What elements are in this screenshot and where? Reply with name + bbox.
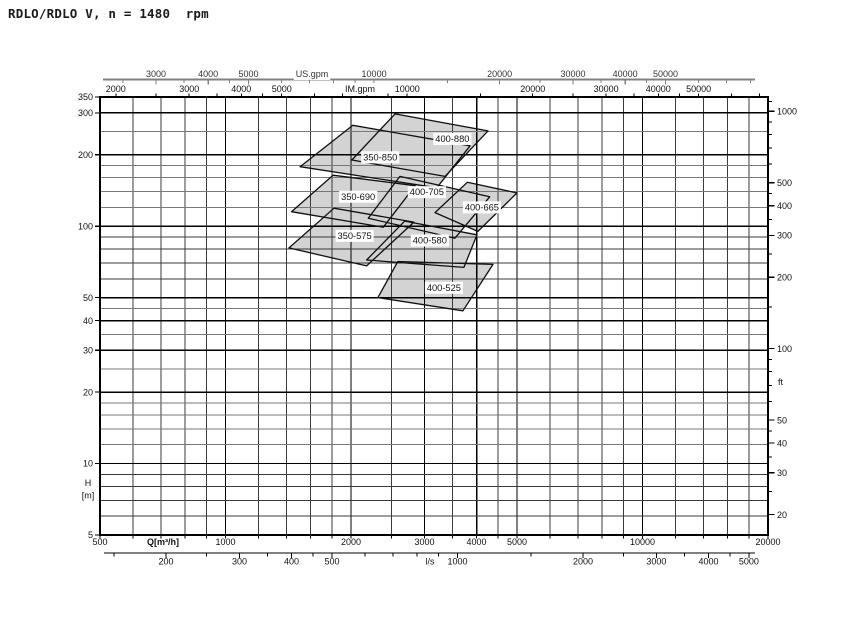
h-label-30: 30 <box>82 345 93 356</box>
q-label-20000: 20000 <box>755 537 781 547</box>
ls-label-500: 500 <box>324 556 340 567</box>
ls-label-1000: 1000 <box>447 556 468 567</box>
ft-label-200: 200 <box>777 272 793 283</box>
ft-label-1000: 1000 <box>777 106 798 117</box>
h-axis-unit-H: H <box>84 478 92 488</box>
ft-label-300: 300 <box>777 230 793 241</box>
range-label-400-580: 400-580 <box>412 235 447 246</box>
h-axis-unit-m: [m] <box>81 490 95 501</box>
imgpm-label-4000: 4000 <box>231 84 252 94</box>
range-label-400-665: 400-665 <box>464 202 499 213</box>
h-label-5: 5 <box>87 530 93 541</box>
h-label-10: 10 <box>82 458 93 469</box>
chart-title: RDLO/RDLO V, n = 1480 rpm <box>8 6 209 21</box>
usgpm-label-5000: 5000 <box>238 69 259 79</box>
range-label-400-525: 400-525 <box>426 282 461 293</box>
range-label-400-880: 400-880 <box>435 133 470 144</box>
ls-label-300: 300 <box>231 556 247 567</box>
ls-label-4000: 4000 <box>698 556 719 567</box>
usgpm-label-3000: 3000 <box>146 69 167 79</box>
imgpm-label-30000: 30000 <box>593 84 619 94</box>
usgpm-label-20000: 20000 <box>487 69 513 79</box>
usgpm-label-50000: 50000 <box>652 69 679 79</box>
imgpm-axis-unit: IM.gpm <box>344 84 376 94</box>
ls-label-2000: 2000 <box>572 556 594 567</box>
q-axis-unit: Q[m³/h] <box>147 537 179 547</box>
imgpm-label-50000: 50000 <box>686 84 712 94</box>
range-label-400-705: 400-705 <box>409 187 444 198</box>
ft-label-40: 40 <box>777 438 788 449</box>
range-label-350-575: 350-575 <box>337 230 372 241</box>
range-label-350-690: 350-690 <box>341 191 376 202</box>
ls-label-400: 400 <box>284 556 300 567</box>
imgpm-label-2000: 2000 <box>105 84 126 94</box>
imgpm-label-10000: 10000 <box>394 84 420 94</box>
h-label-100: 100 <box>77 221 93 232</box>
q-label-500: 500 <box>92 537 108 547</box>
ls-label-200: 200 <box>158 556 174 567</box>
ls-axis-unit: l/s <box>425 556 435 567</box>
ls-label-5000: 5000 <box>738 556 759 567</box>
imgpm-label-20000: 20000 <box>520 84 546 94</box>
usgpm-label-40000: 40000 <box>612 69 638 79</box>
ft-label-100: 100 <box>777 343 793 354</box>
imgpm-label-40000: 40000 <box>645 84 671 94</box>
h-label-200: 200 <box>77 149 93 160</box>
q-label-3000: 3000 <box>414 537 435 547</box>
q-label-10000: 10000 <box>629 537 655 547</box>
q-label-4000: 4000 <box>466 537 487 547</box>
ls-label-3000: 3000 <box>646 556 667 567</box>
q-label-5000: 5000 <box>506 537 527 547</box>
ft-label-500: 500 <box>777 177 793 188</box>
ft-label-30: 30 <box>777 467 788 478</box>
imgpm-label-3000: 3000 <box>179 84 200 94</box>
h-label-300: 300 <box>77 108 93 119</box>
ft-label-400: 400 <box>777 200 793 211</box>
usgpm-axis-unit: US.gpm <box>295 69 329 79</box>
h-label-40: 40 <box>82 315 93 326</box>
usgpm-label-10000: 10000 <box>361 69 387 79</box>
q-label-1000: 1000 <box>215 537 236 547</box>
usgpm-label-30000: 30000 <box>560 69 586 79</box>
h-label-50: 50 <box>82 292 93 303</box>
q-label-2000: 2000 <box>341 537 362 547</box>
imgpm-label-5000: 5000 <box>271 84 292 94</box>
ft-label-20: 20 <box>777 509 788 520</box>
ft-axis-unit: ft <box>778 377 784 387</box>
h-label-20: 20 <box>82 387 93 398</box>
h-label-350: 350 <box>77 92 93 103</box>
usgpm-label-4000: 4000 <box>198 69 219 79</box>
range-label-350-850: 350-850 <box>363 152 398 163</box>
ft-label-50: 50 <box>777 415 788 426</box>
